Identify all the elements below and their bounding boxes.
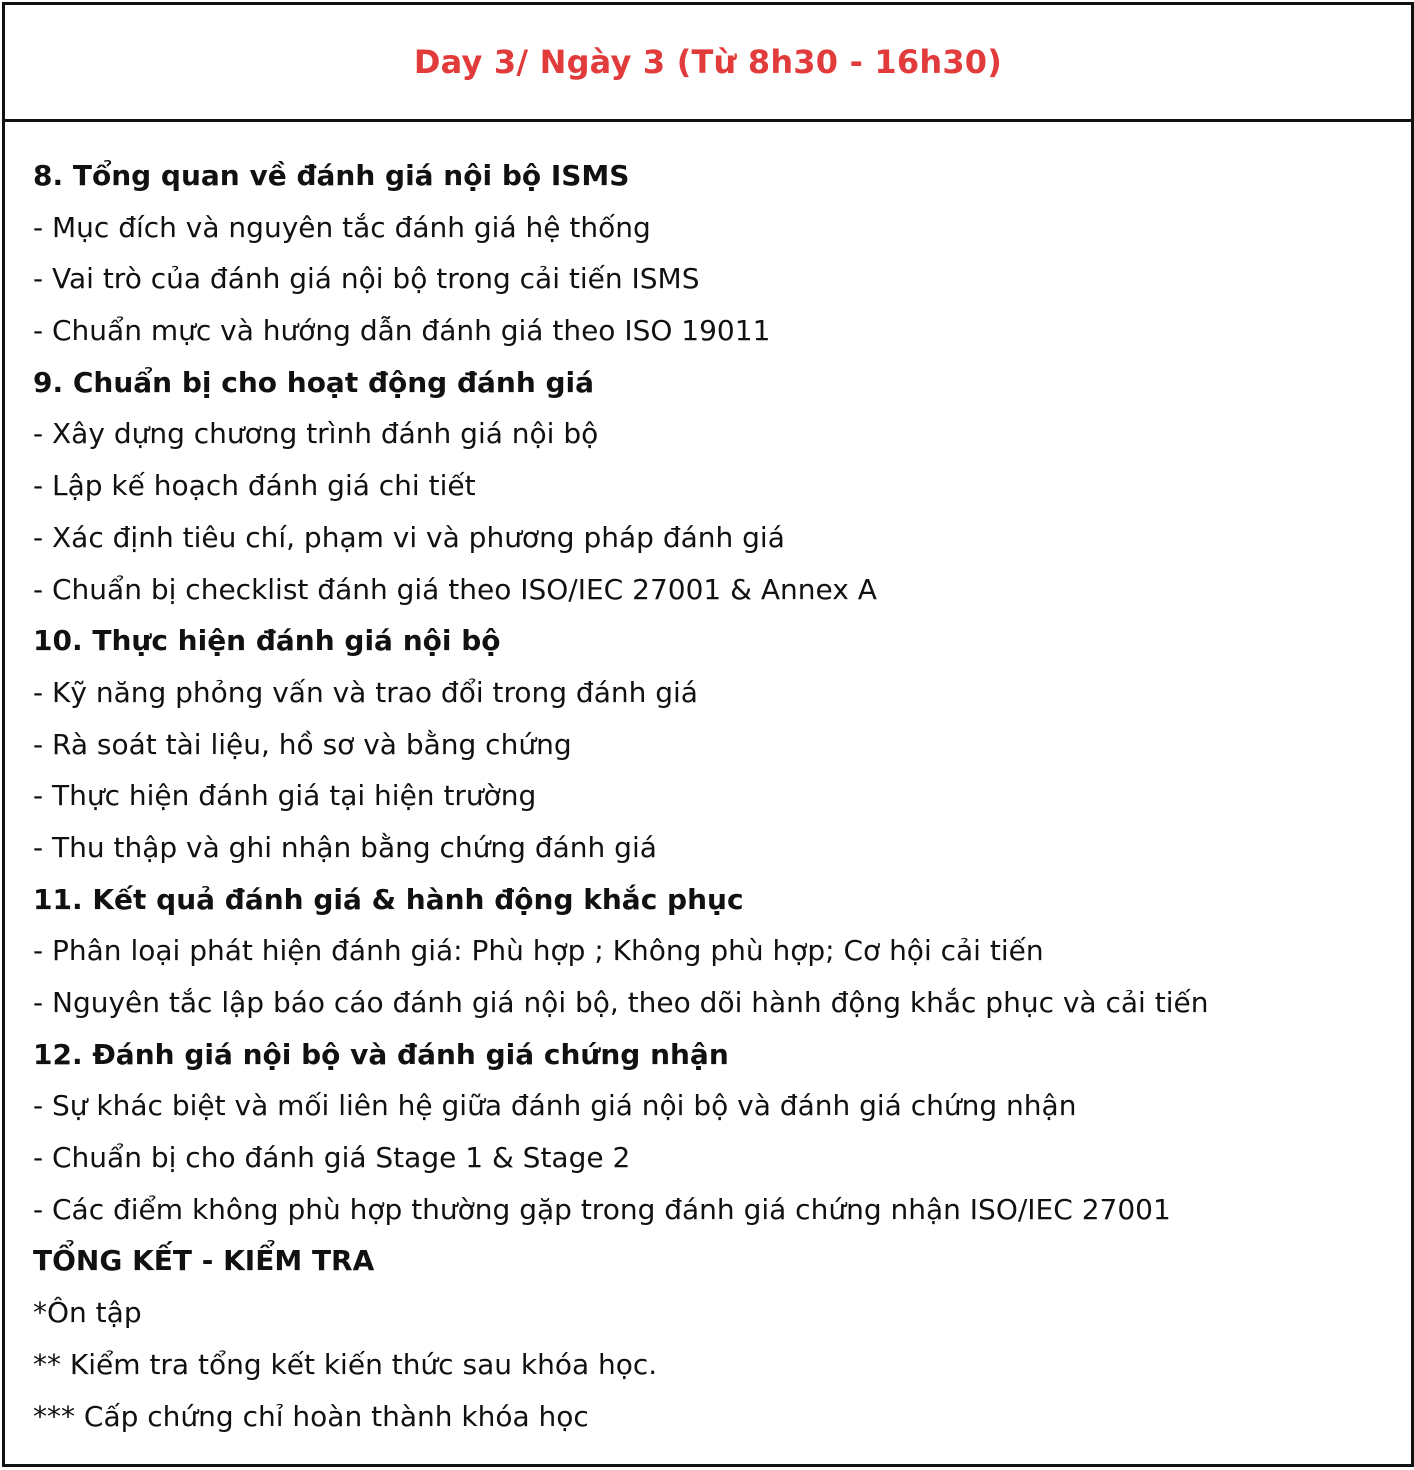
table-header	[5, 5, 1411, 122]
day-title: Day 3/ Ngày 3 (Từ 8h30 - 16h30)	[413, 43, 1003, 81]
summary-item: *** Cấp chứng chỉ hoàn thành khóa học	[33, 1399, 589, 1433]
section-heading: 11. Kết quả đánh giá & hành động khắc phục	[33, 882, 744, 916]
agenda-item: - Phân loại phát hiện đánh giá: Phù hợp ; Không phù hợp; Cơ hội cải tiến	[33, 934, 1044, 968]
schedule-table	[2, 2, 1414, 1467]
agenda-item: - Thu thập và ghi nhận bằng chứng đánh giá	[33, 830, 657, 864]
section-heading: 10. Thực hiện đánh giá nội bộ	[33, 624, 501, 658]
agenda-item: - Thực hiện đánh giá tại hiện trường	[33, 779, 537, 813]
agenda-item: - Kỹ năng phỏng vấn và trao đổi trong đánh giá	[33, 675, 698, 709]
agenda-item: - Sự khác biệt và mối liên hệ giữa đánh giá nội bộ và đánh giá chứng nhận	[33, 1089, 1077, 1123]
agenda-item: - Vai trò của đánh giá nội bộ trong cải tiến ISMS	[33, 262, 700, 296]
agenda-content	[5, 122, 1411, 1442]
agenda-item: - Chuẩn bị checklist đánh giá theo ISO/IEC 27001 & Annex A	[33, 572, 877, 606]
summary-item: ** Kiểm tra tổng kết kiến thức sau khóa học.	[33, 1347, 658, 1381]
section-heading: 9. Chuẩn bị cho hoạt động đánh giá	[33, 365, 595, 399]
agenda-item: - Nguyên tắc lập báo cáo đánh giá nội bộ, theo dõi hành động khắc phục và cải tiến	[33, 986, 1209, 1019]
section-heading: 12. Đánh giá nội bộ và đánh giá chứng nhận	[33, 1037, 729, 1071]
agenda-item: - Chuẩn mực và hướng dẫn đánh giá theo ISO 19011	[33, 314, 771, 348]
agenda-item: - Xây dựng chương trình đánh giá nội bộ	[33, 417, 599, 451]
summary-heading: TỔNG KẾT - KIỂM TRA	[33, 1244, 375, 1278]
agenda-item: - Xác định tiêu chí, phạm vi và phương pháp đánh giá	[33, 520, 785, 554]
agenda-item: - Các điểm không phù hợp thường gặp trong đánh giá chứng nhận ISO/IEC 27001	[33, 1192, 1171, 1226]
agenda-item: - Rà soát tài liệu, hồ sơ và bằng chứng	[33, 727, 572, 761]
agenda-item: - Chuẩn bị cho đánh giá Stage 1 & Stage 2	[33, 1141, 631, 1175]
agenda-item: - Lập kế hoạch đánh giá chi tiết	[33, 469, 476, 503]
agenda-item: - Mục đích và nguyên tắc đánh giá hệ thống	[33, 210, 651, 244]
summary-item: *Ôn tập	[33, 1296, 142, 1330]
section-heading: 8. Tổng quan về đánh giá nội bộ ISMS	[33, 159, 630, 192]
